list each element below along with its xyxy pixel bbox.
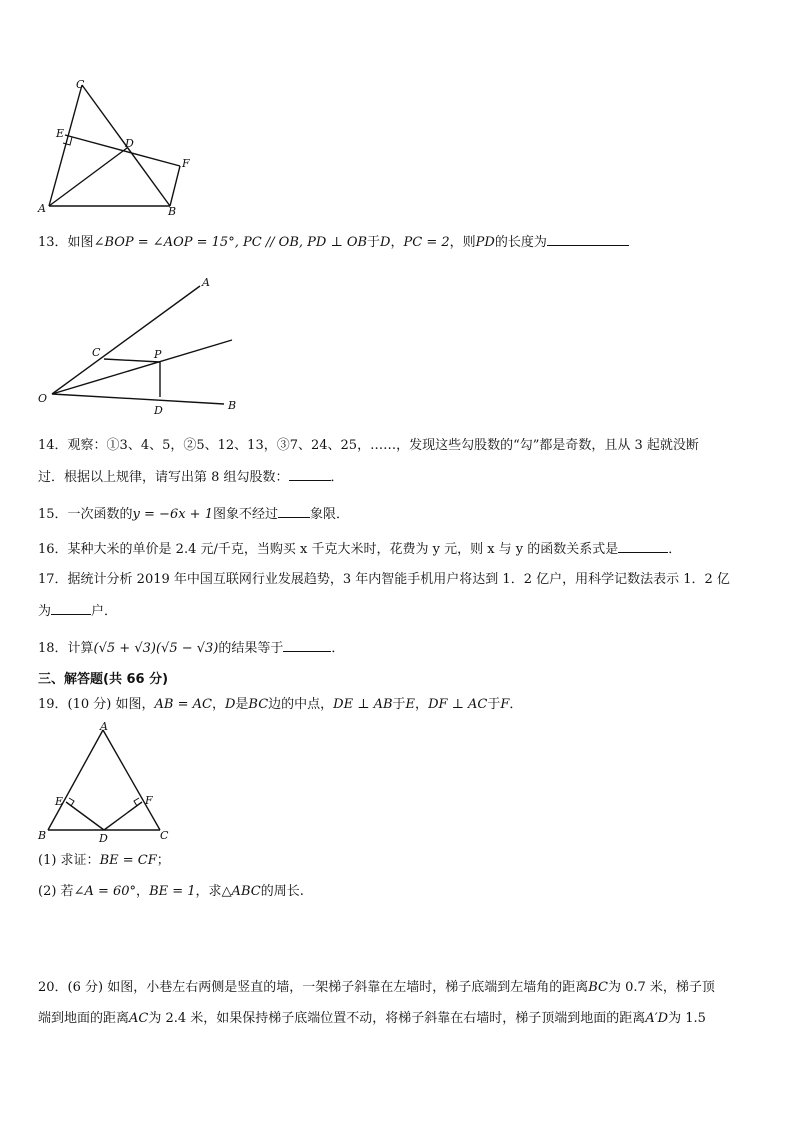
question-13 bbox=[38, 233, 756, 252]
question-15 bbox=[38, 505, 756, 524]
text: ． bbox=[668, 542, 682, 557]
text: 18．计算 bbox=[38, 641, 94, 656]
label-d: D bbox=[125, 137, 134, 150]
math-expression: AB = AC bbox=[154, 697, 212, 712]
answer-blank[interactable] bbox=[618, 540, 668, 553]
ray-ob bbox=[52, 394, 224, 404]
question-17-line1: 17．据统计分析 2019 年中国互联网行业发展趋势，3 年内智能手机用户将达到 1．2 亿户，用科学记数法表示 1．2 亿 bbox=[38, 572, 730, 587]
question-19 bbox=[38, 696, 756, 714]
question-number: 13． bbox=[38, 235, 68, 250]
label-d: D bbox=[154, 404, 163, 417]
text: 为 bbox=[38, 604, 52, 619]
question-14-line1: 14．观察：①3、4、5，②5、12、13，③7、24、25，……，发现这些勾股数的“勾”都是奇数，且从 3 起就没断 bbox=[38, 438, 699, 453]
label-a: A bbox=[38, 202, 46, 215]
text: 边的中点， bbox=[268, 697, 334, 712]
text: 为 0.7 米，梯子顶 bbox=[607, 980, 715, 995]
math-expression: D bbox=[380, 235, 391, 250]
math-expression: ∠A = 60° bbox=[73, 884, 137, 899]
label-d: D bbox=[99, 832, 108, 845]
question-20-line2 bbox=[38, 1010, 756, 1028]
question-17-line2 bbox=[38, 602, 756, 621]
text: ，求 bbox=[195, 884, 222, 899]
text: 图象不经过 bbox=[212, 507, 278, 522]
text: ． bbox=[509, 697, 523, 712]
text: 于 bbox=[487, 697, 501, 712]
section-heading: 三、解答题(共 66 分) bbox=[38, 672, 169, 687]
question-14-line2 bbox=[38, 468, 756, 487]
segment-ab bbox=[48, 730, 103, 830]
segment-de bbox=[66, 802, 104, 830]
math-expression: DF ⊥ AC bbox=[428, 697, 488, 712]
text: 象限． bbox=[310, 507, 350, 522]
text: ， bbox=[136, 884, 150, 899]
math-expression: BC bbox=[248, 697, 269, 712]
text: 的周长. bbox=[260, 884, 304, 899]
math-expression: BE = CF bbox=[99, 853, 157, 868]
text: 端到地面的距离 bbox=[38, 1011, 130, 1026]
math-expression: PD bbox=[475, 235, 495, 250]
math-expression: BC bbox=[588, 980, 608, 995]
text: ． bbox=[331, 641, 345, 656]
figure-isosceles-triangle bbox=[34, 720, 174, 845]
ray-op bbox=[52, 340, 232, 394]
text: 户． bbox=[91, 604, 118, 619]
math-expression: BE = 1 bbox=[149, 884, 196, 899]
text: 的长度为 bbox=[494, 235, 547, 250]
question-16 bbox=[38, 540, 756, 559]
text: 于 bbox=[367, 235, 381, 250]
math-expression: A′D bbox=[645, 1011, 669, 1026]
text: 19．(10 分) 如图， bbox=[38, 697, 155, 712]
question-20-line1 bbox=[38, 979, 756, 997]
text: ； bbox=[156, 853, 170, 868]
segment-ca bbox=[49, 85, 82, 206]
text: 16．某种大米的单价是 2.4 元/千克，当购买 x 千克大米时，花费为 y 元，则 x 与 y 的函数关系式是 bbox=[38, 542, 619, 557]
ray-oa bbox=[52, 286, 200, 394]
text: ，则 bbox=[449, 235, 476, 250]
label-c: C bbox=[92, 346, 101, 359]
label-b: B bbox=[228, 399, 237, 412]
label-a: A bbox=[202, 276, 210, 289]
text: 是 bbox=[235, 697, 249, 712]
math-expression: F bbox=[500, 697, 510, 712]
text: 的结果等于 bbox=[218, 641, 284, 656]
answer-blank[interactable] bbox=[278, 505, 310, 518]
label-e: E bbox=[55, 795, 64, 808]
answer-blank[interactable] bbox=[283, 639, 331, 652]
text: 过．根据以上规律，请写出第 8 组勾股数： bbox=[38, 470, 289, 485]
label-e: E bbox=[56, 127, 65, 140]
text: ， bbox=[390, 235, 404, 250]
math-expression: AC bbox=[129, 1011, 149, 1026]
label-o: O bbox=[38, 392, 48, 405]
text: 20．(6 分) 如图，小巷左右两侧是竖直的墙，一架梯子斜靠在左墙时，梯子底端到左墙角的距离 bbox=[38, 980, 589, 995]
segment-ad bbox=[49, 148, 127, 206]
math-expression: E bbox=[405, 697, 416, 712]
text: (2) 若 bbox=[38, 884, 74, 899]
text: ， bbox=[415, 697, 429, 712]
math-expression: ∠BOP = ∠AOP = 15°, PC // OB, PD ⊥ OB bbox=[93, 235, 368, 250]
label-c: C bbox=[160, 829, 169, 842]
question-19-part1 bbox=[38, 852, 756, 870]
answer-blank[interactable] bbox=[51, 602, 91, 615]
label-c: C bbox=[76, 78, 85, 91]
answer-blank[interactable] bbox=[547, 233, 629, 246]
label-p: P bbox=[154, 348, 162, 361]
text: 于 bbox=[392, 697, 406, 712]
math-expression: D bbox=[224, 697, 236, 712]
text: 如图 bbox=[67, 235, 94, 250]
figure-angle bbox=[30, 272, 250, 417]
math-expression: (√5 + √3)(√5 − √3) bbox=[93, 641, 219, 656]
text: (1) 求证： bbox=[38, 853, 100, 868]
math-expression: PC = 2 bbox=[403, 235, 450, 250]
label-a: A bbox=[100, 720, 108, 733]
segment-df bbox=[104, 802, 142, 830]
label-b: B bbox=[38, 829, 47, 842]
label-f: F bbox=[182, 157, 190, 170]
math-expression: △ABC bbox=[221, 884, 261, 899]
question-19-part2 bbox=[38, 883, 756, 901]
label-f: F bbox=[145, 794, 153, 807]
math-expression: DE ⊥ AB bbox=[333, 697, 393, 712]
text: ， bbox=[211, 697, 225, 712]
segment-cp bbox=[104, 359, 160, 362]
math-expression: y = −6x + 1 bbox=[132, 507, 213, 522]
segment-bf bbox=[170, 166, 180, 206]
segment-ac bbox=[103, 730, 160, 830]
label-b: B bbox=[168, 205, 177, 218]
figure-quadrilateral bbox=[30, 75, 200, 220]
text: 15．一次函数的 bbox=[38, 507, 133, 522]
text: 为 2.4 米，如果保持梯子底端位置不动，将梯子斜靠在右墙时，梯子顶端到地面的距离 bbox=[148, 1011, 646, 1026]
text: ． bbox=[330, 470, 344, 485]
answer-blank[interactable] bbox=[289, 468, 331, 481]
text: 为 1.5 bbox=[668, 1011, 706, 1026]
question-18 bbox=[38, 639, 756, 658]
